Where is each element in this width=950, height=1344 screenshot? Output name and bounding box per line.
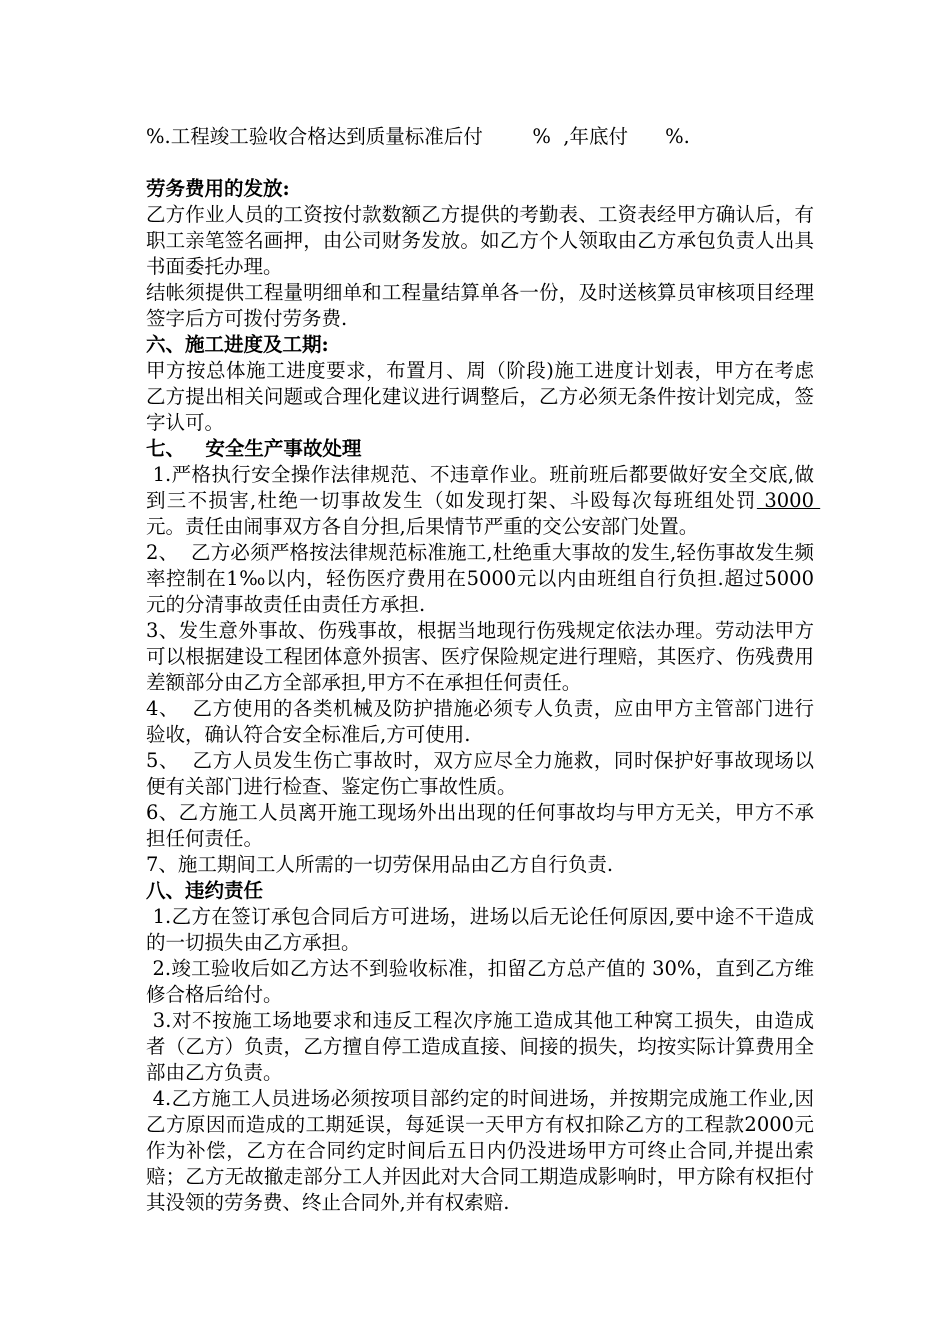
labor-fee-paragraph-2: 结帐须提供工程量明细单和工程量结算单各一份，及时送核算员审核项目经理签字后方可拨付劳务费.	[146, 281, 814, 330]
labor-fee-paragraph-1: 乙方作业人员的工资按付款数额乙方提供的考勤表、工资表经甲方确认后，有职工亲笔签名画押，由公司财务发放。如乙方个人领取由乙方承包负责人出具书面委托办理。	[146, 203, 814, 278]
section-7-item-6: 6、乙方施工人员离开施工现场外出出现的任何事故均与甲方无关，甲方不承担任何责任。	[146, 801, 814, 850]
section-7-item-1-text-a: 1.严格执行安全操作法律规范、不违章作业。班前班后都要做好安全交底,做到三不损害,杜绝一切事故发生（如发现打架、斗殴每次每班组处罚	[146, 463, 815, 512]
section-7-item-1-text-b: 元。责任由闹事双方各自分担,后果情节严重的交公安部门处置。	[146, 515, 699, 538]
section-7-item-1	[146, 462, 821, 540]
section-7-item-7: 7、施工期间工人所需的一切劳保用品由乙方自行负责.	[146, 853, 614, 876]
payment-terms-line: %.工程竣工验收合格达到质量标准后付 % ,年底付 %.	[146, 125, 690, 148]
section-7-item-4: 4、 乙方使用的各类机械及防护措施必须专人负责，应由甲方主管部门进行验收，确认符合安全标准后,方可使用.	[146, 697, 814, 746]
document-body	[146, 124, 821, 1216]
penalty-amount: 3000	[756, 489, 821, 512]
section-8-item-3: 3.对不按施工场地要求和违反工程次序施工造成其他工种窝工损失，由造成者（乙方）负责，乙方擅自停工造成直接、间接的损失，均按实际计算费用全部由乙方负责。	[146, 1009, 814, 1084]
section-8-heading: 八、违约责任	[146, 879, 264, 902]
section-7-item-5: 5、 乙方人员发生伤亡事故时，双方应尽全力施救，同时保护好事故现场以便有关部门进行检查、鉴定伤亡事故性质。	[146, 749, 814, 798]
section-6-paragraph: 甲方按总体施工进度要求，布置月、周（阶段)施工进度计划表，甲方在考虑乙方提出相关问题或合理化建议进行调整后，乙方必须无条件按计划完成，签字认可。	[146, 359, 814, 434]
section-8-item-4: 4.乙方施工人员进场必须按项目部约定的时间进场，并按期完成施工作业,因乙方原因而造成的工期延误，每延误一天甲方有权扣除乙方的工程款2000元作为补偿，乙方在合同约定时间后五日内仍没进场甲方可终止合同,并提出索赔；乙方无故撤走部分工人并因此对大合同工期造成影响时，甲方除有权拒付其没领的劳务费、终止合同外,并有权索赔.	[146, 1087, 815, 1214]
section-7-heading: 七、 安全生产事故处理	[146, 437, 362, 460]
blank-line	[146, 150, 814, 176]
section-6-heading: 六、施工进度及工期:	[146, 333, 329, 356]
section-8-item-2: 2.竣工验收后如乙方达不到验收标准，扣留乙方总产值的 30%，直到乙方维修合格后给付。	[146, 957, 814, 1006]
section-7-item-3: 3、发生意外事故、伤残事故，根据当地现行伤残规定依法办理。劳动法甲方可以根据建设工程团体意外损害、医疗保险规定进行理赔，其医疗、伤残费用差额部分由乙方全部承担,甲方不在承担任何责任。	[146, 619, 814, 694]
section-8-item-1: 1.乙方在签订承包合同后方可进场，进场以后无论任何原因,要中途不干造成的一切损失由乙方承担。	[146, 905, 815, 954]
labor-fee-heading: 劳务费用的发放:	[146, 177, 290, 200]
section-7-item-2: 2、 乙方必须严格按法律规范标准施工,杜绝重大事故的发生,轻伤事故发生频率控制在1‰以内，轻伤医疗费用在5000元以内由班组自行负担.超过5000元的分清事故责任由责任方承担.	[146, 541, 814, 616]
